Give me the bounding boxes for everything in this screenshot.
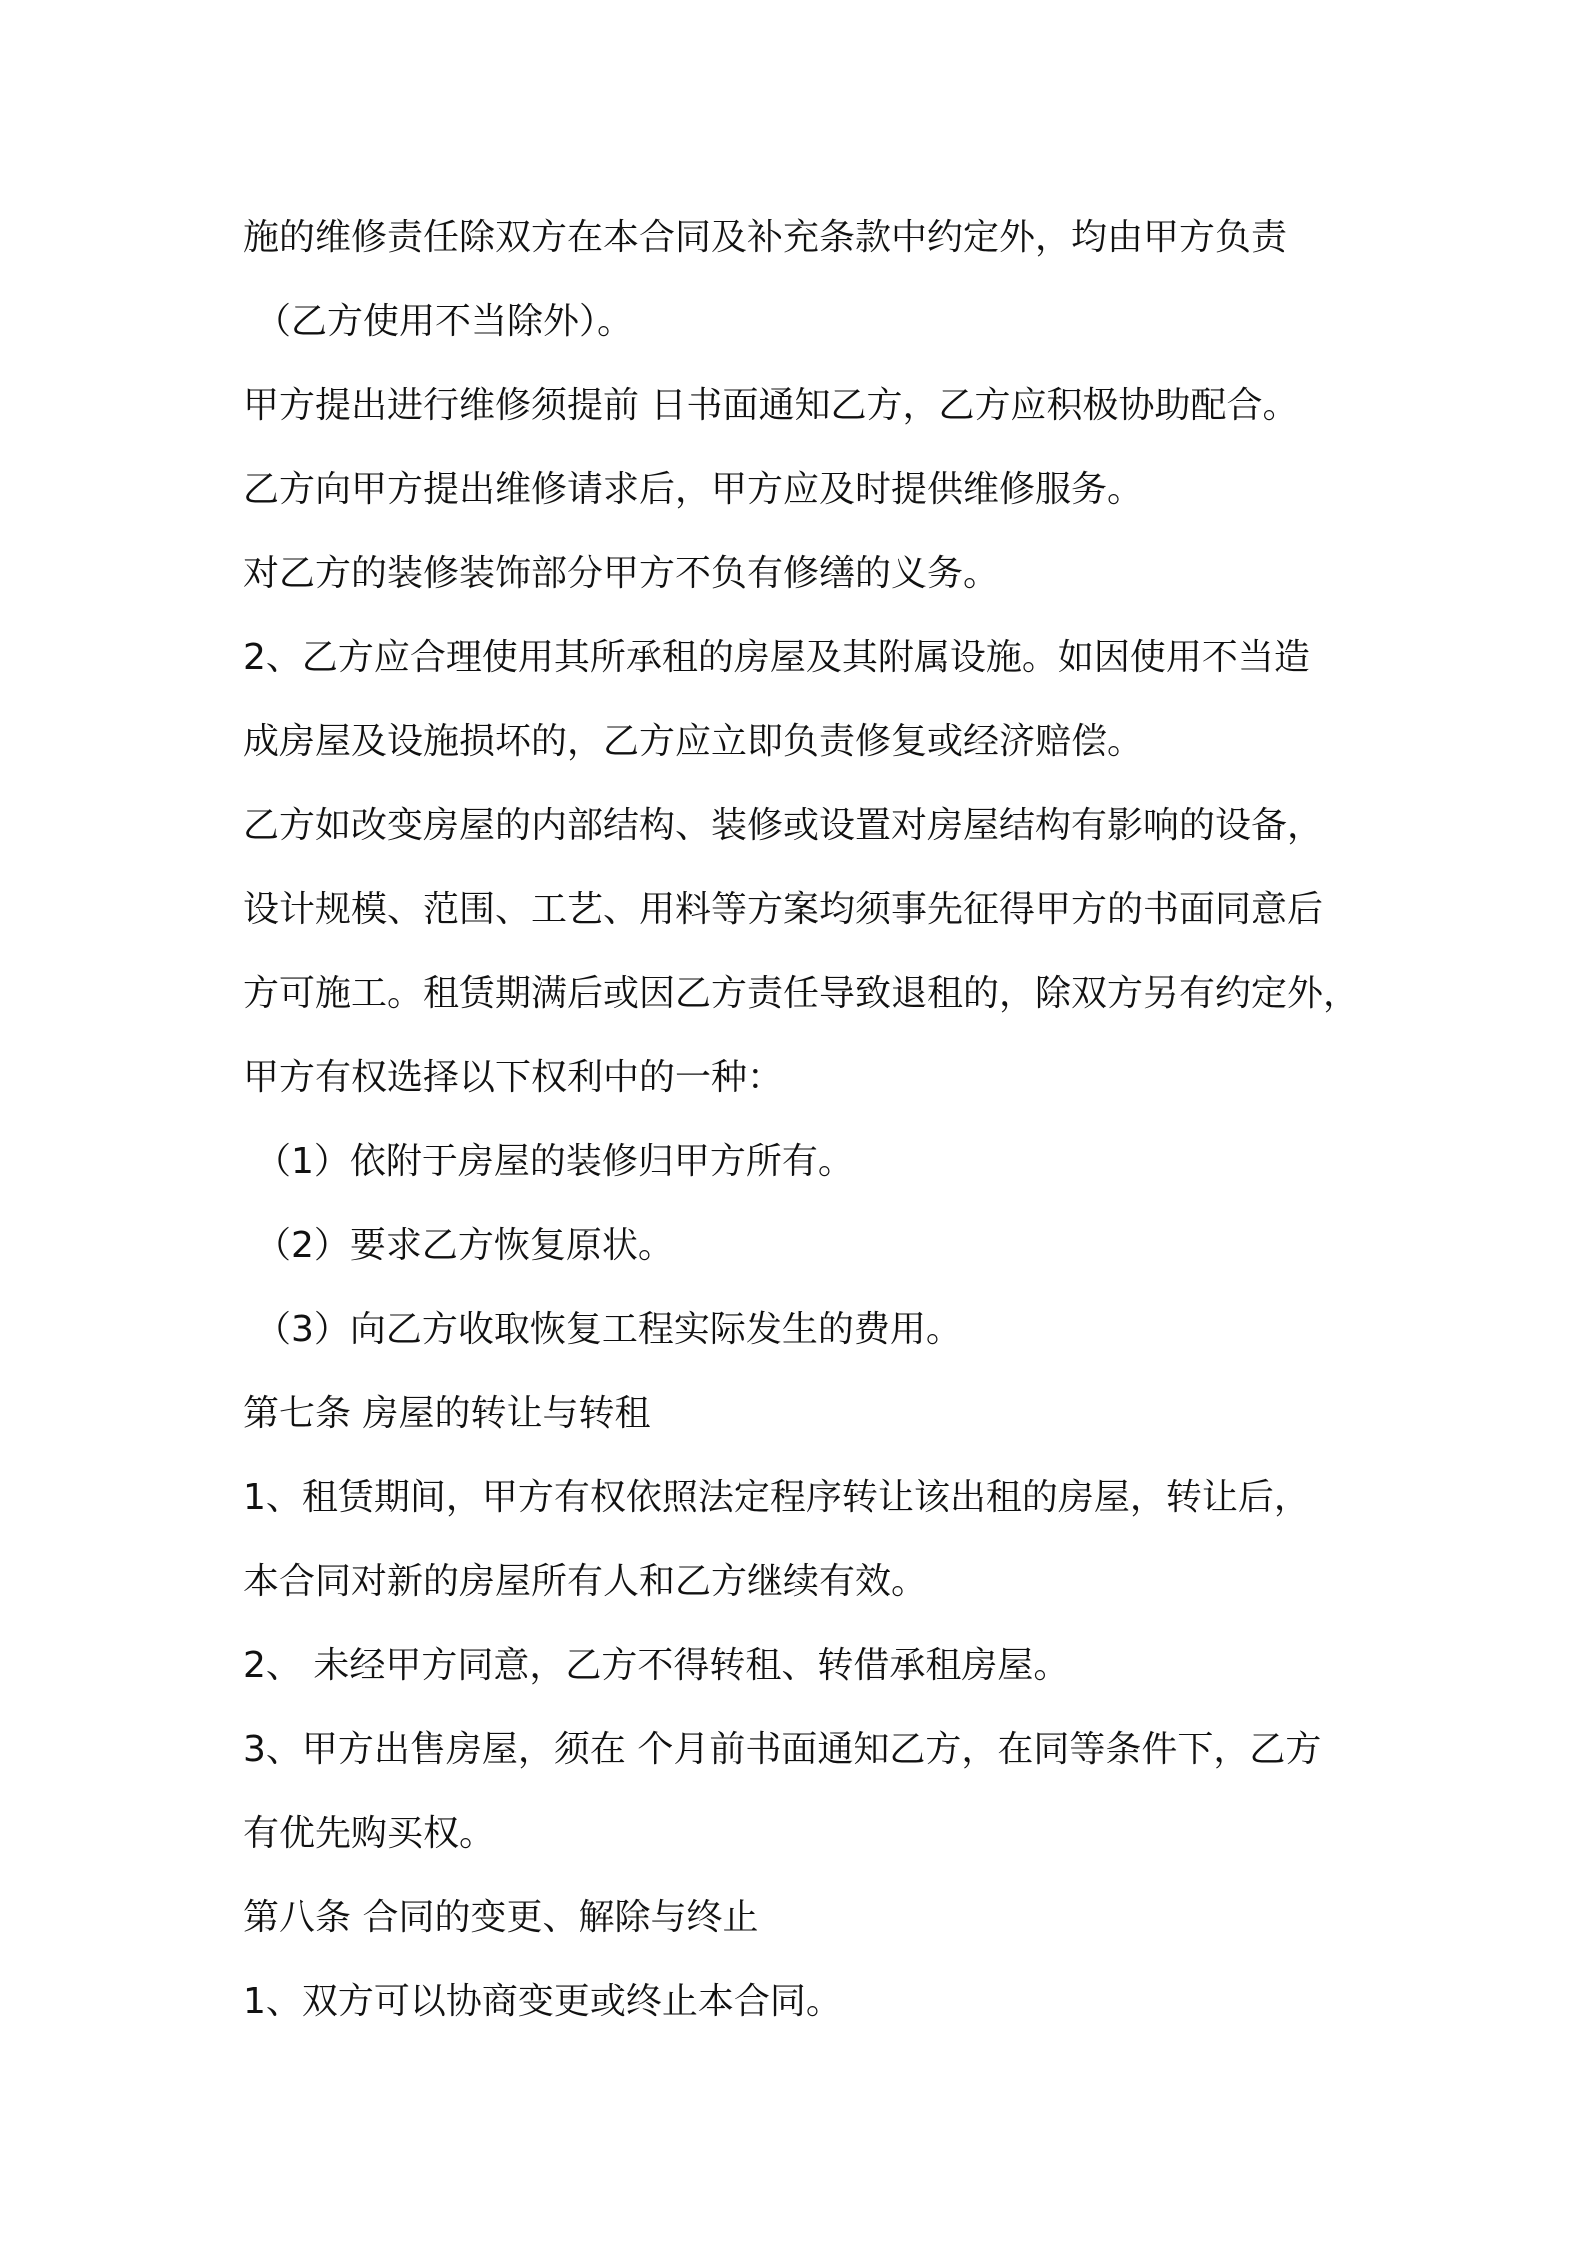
text-line: 1、双方可以协商变更或终止本合同。 bbox=[243, 1981, 842, 2022]
text-line: （乙方使用不当除外）。 bbox=[255, 301, 634, 342]
text-line: 3、甲方出售房屋，须在 个月前书面通知乙方，在同等条件下，乙方 bbox=[243, 1729, 1322, 1770]
list-item: （1）依附于房屋的装修归甲方所有。 bbox=[255, 1141, 854, 1182]
text-line: 施的维修责任除双方在本合同及补充条款中约定外，均由甲方负责 bbox=[243, 217, 1288, 258]
text-line: 乙方如改变房屋的内部结构、装修或设置对房屋结构有影响的设备， bbox=[243, 805, 1324, 846]
text-line: 成房屋及设施损坏的，乙方应立即负责修复或经济赔偿。 bbox=[243, 721, 1144, 762]
list-item: （3）向乙方收取恢复工程实际发生的费用。 bbox=[255, 1309, 962, 1350]
text-line: 2、 未经甲方同意，乙方不得转租、转借承租房屋。 bbox=[243, 1645, 1070, 1686]
text-line: 甲方有权选择以下权利中的一种： bbox=[243, 1057, 784, 1098]
text-line: 本合同对新的房屋所有人和乙方继续有效。 bbox=[243, 1561, 928, 1602]
text-line: 2、乙方应合理使用其所承租的房屋及其附属设施。如因使用不当造 bbox=[243, 637, 1310, 678]
text-line: 1、租赁期间，甲方有权依照法定程序转让该出租的房屋，转让后， bbox=[243, 1477, 1310, 1518]
list-item: （2）要求乙方恢复原状。 bbox=[255, 1225, 674, 1266]
text-line: 设计规模、范围、工艺、用料等方案均须事先征得甲方的书面同意后 bbox=[243, 889, 1324, 930]
text-line: 乙方向甲方提出维修请求后，甲方应及时提供维修服务。 bbox=[243, 469, 1144, 510]
text-line: 方可施工。租赁期满后或因乙方责任导致退租的，除双方另有约定外， bbox=[243, 973, 1360, 1014]
text-line: 有优先购买权。 bbox=[243, 1813, 496, 1854]
document-body bbox=[243, 196, 1363, 2044]
section-heading: 第七条 房屋的转让与转租 bbox=[243, 1393, 651, 1434]
text-line: 对乙方的装修装饰部分甲方不负有修缮的义务。 bbox=[243, 553, 1000, 594]
section-heading: 第八条 合同的变更、解除与终止 bbox=[243, 1897, 759, 1938]
text-line: 甲方提出进行维修须提前 日书面通知乙方，乙方应积极协助配合。 bbox=[243, 385, 1299, 426]
